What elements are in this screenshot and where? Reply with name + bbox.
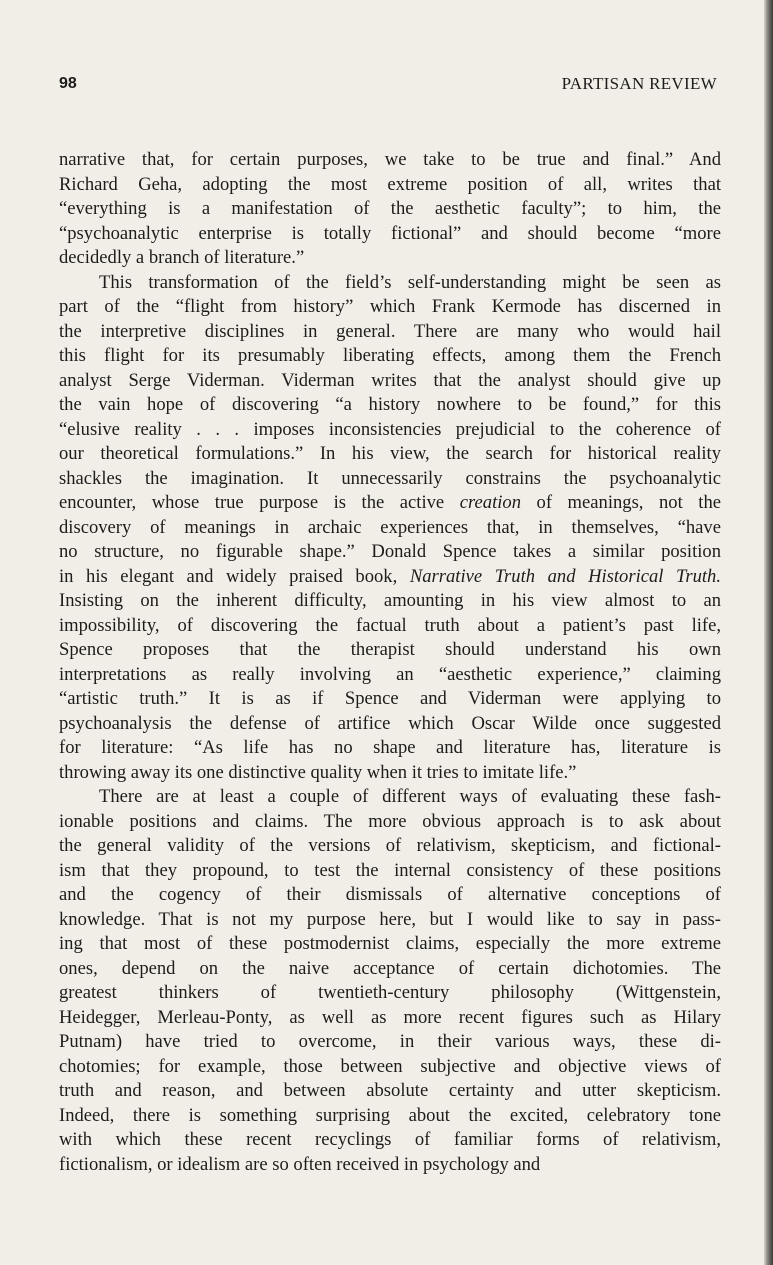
text-line: “artistic truth.” It is as if Spence and Viderman were applying to <box>59 688 721 709</box>
text-line <box>59 491 721 516</box>
text-line: “psychoanalytic enterprise is totally fictional” and should become “more <box>59 222 721 244</box>
text-line: the interpretive disciplines in general. There are many who would hail <box>59 320 721 342</box>
text-line <box>59 565 721 590</box>
page-header <box>59 73 717 97</box>
text-line: the vain hope of discovering “a history nowhere to be found,” for this <box>59 394 721 415</box>
text-line: Richard Geha, adopting the most extreme position of all, writes that <box>59 173 721 195</box>
body-text <box>59 148 721 1177</box>
text-line: with which these recent recyclings of familiar forms of relativism, <box>59 1129 721 1150</box>
text-line: Insisting on the inherent difficulty, amounting in his view almost to an <box>59 590 721 611</box>
text-line: shackles the imagination. It unnecessarily constrains the psychoanalytic <box>59 467 721 489</box>
text-line: ism that they propound, to test the internal consistency of these positions <box>59 859 721 881</box>
text-line: narrative that, for certain purposes, we take to be true and final.” And <box>59 149 721 170</box>
italic-text: creation <box>459 492 521 513</box>
text-line: knowledge. That is not my purpose here, but I would like to say in pass- <box>59 908 721 930</box>
text-line: There are at least a couple of different ways of evaluating these fash- <box>99 786 721 807</box>
text-line: This transformation of the field’s self-understanding might be seen as <box>99 271 721 293</box>
text-line: “everything is a manifestation of the aesthetic faculty”; to him, the <box>59 198 721 219</box>
text-line: Heidegger, Merleau-Ponty, as well as more recent figures such as Hilary <box>59 1006 721 1028</box>
text-line: part of the “flight from history” which Frank Kermode has discerned in <box>59 296 721 317</box>
text-line: and the cogency of their dismissals of alternative conceptions of <box>59 884 721 905</box>
text-line: Putnam) have tried to overcome, in their various ways, these di- <box>59 1031 721 1052</box>
text-line: interpretations as really involving an “aesthetic experience,” claiming <box>59 663 721 685</box>
text-line: throwing away its one distinctive quality when it tries to imitate life.” <box>59 761 577 783</box>
text-line: ones, depend on the naive acceptance of certain dichotomies. The <box>59 957 721 979</box>
text-line: for literature: “As life has no shape and literature has, literature is <box>59 737 721 758</box>
text-line: greatest thinkers of twentieth-century philosophy (Wittgenstein, <box>59 982 721 1003</box>
text-line: discovery of meanings in archaic experiences that, in themselves, “have <box>59 516 721 538</box>
text-segment: in his elegant and widely praised book, <box>59 565 410 587</box>
text-line: ing that most of these postmodernist claims, especially the more extreme <box>59 933 721 954</box>
text-line: ionable positions and claims. The more obvious approach is to ask about <box>59 810 721 832</box>
text-line: Indeed, there is something surprising about the excited, celebratory tone <box>59 1104 721 1126</box>
text-line: chotomies; for example, those between subjective and objective views of <box>59 1055 721 1077</box>
page-edge-shadow <box>764 0 773 1265</box>
text-line: psychoanalysis the defense of artifice which Oscar Wilde once suggested <box>59 712 721 734</box>
text-line: fictionalism, or idealism are so often received in psychology and <box>59 1153 541 1175</box>
text-line: the general validity of the versions of relativism, skepticism, and fictional- <box>59 835 721 856</box>
text-line: analyst Serge Viderman. Viderman writes that the analyst should give up <box>59 369 721 391</box>
page-number: 98 <box>59 75 77 92</box>
text-line: impossibility, of discovering the factual truth about a patient’s past life, <box>59 614 721 636</box>
italic-text: Narrative Truth and Historical Truth. <box>409 565 722 587</box>
text-line: decidedly a branch of literature.” <box>59 247 305 268</box>
text-line: “elusive reality . . . imposes inconsistencies prejudicial to the coherence of <box>59 418 721 440</box>
text-line: this flight for its presumably liberating effects, among them the French <box>59 345 721 366</box>
text-segment: of meanings, not the <box>521 492 721 513</box>
text-line: Spence proposes that the therapist should understand his own <box>59 639 721 660</box>
text-line: our theoretical formulations.” In his view, the search for historical reality <box>59 443 721 464</box>
text-line: truth and reason, and between absolute certainty and utter skepticism. <box>59 1080 721 1101</box>
running-head: PARTISAN REVIEW <box>561 74 717 93</box>
text-line: no structure, no figurable shape.” Donald Spence takes a similar position <box>59 541 721 562</box>
text-segment: encounter, whose true purpose is the active <box>59 492 460 513</box>
